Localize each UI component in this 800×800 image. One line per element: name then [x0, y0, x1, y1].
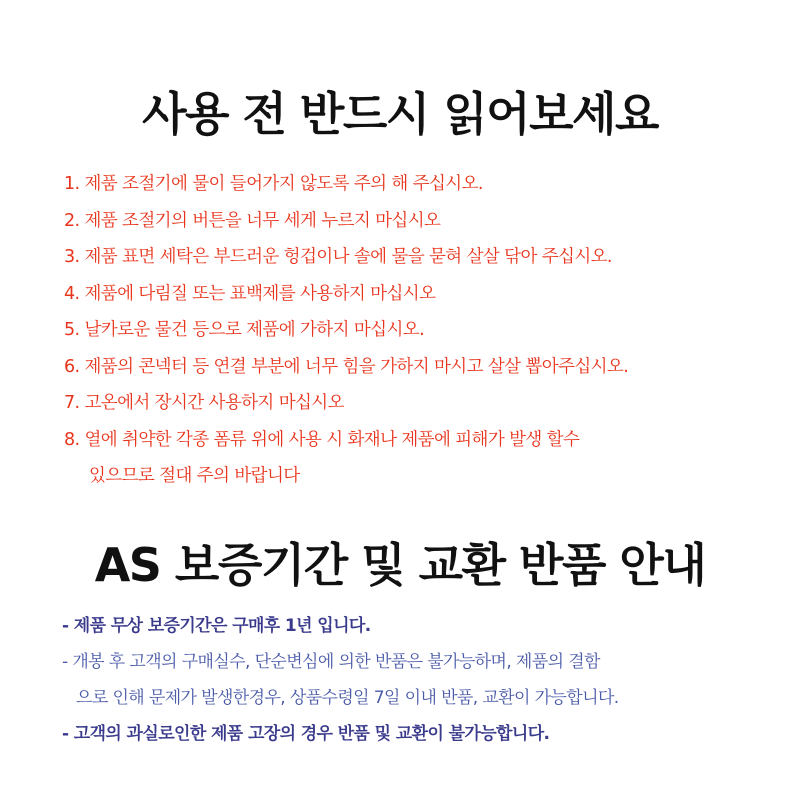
usage-warning-list [64, 166, 764, 495]
warning-item-8 [64, 422, 764, 495]
warning-item-1: 1. 제품 조절기에 물이 들어가지 않도록 주의 해 주십시오. [64, 174, 483, 194]
as-item-customer-fault: - 고객의 과실로인한 제품 고장의 경우 반품 및 교환이 불가능합니다. [62, 724, 550, 744]
warning-item-6: 6. 제품의 콘넥터 등 연결 부분에 너무 힘을 가하지 마시고 살살 뽑아주십시오. [64, 356, 629, 377]
warning-item-3: 3. 제품 표면 세탁은 부드러운 헝겁이나 솔에 물을 묻혀 살살 닦아 주십시오. [64, 247, 612, 267]
usage-warning-title: 사용 전 반드시 읽어보세요 [142, 87, 658, 141]
warning-item-4: 4. 제품에 다림질 또는 표백제를 사용하지 마십시오 [64, 283, 436, 304]
warning-item-8-line-2: 있으므로 절대 주의 바랍니다 [89, 466, 300, 486]
as-guide-list [62, 608, 782, 752]
warning-item-5: 5. 날카로운 물건 등으로 제품에 가하지 마십시오. [64, 320, 425, 340]
warning-item-2: 2. 제품 조절기의 버튼을 너무 세게 누르지 마십시오 [64, 210, 441, 231]
as-item-return-policy-line-2: 으로 인해 문제가 발생한경우, 상품수령일 7일 이내 반품, 교환이 가능합니다. [76, 688, 619, 708]
warning-item-8-line-1: 8. 열에 취약한 각종 폼류 위에 사용 시 화재나 제품에 피해가 발생 할수 [64, 429, 580, 450]
warning-item-7: 7. 고온에서 장시간 사용하지 마십시오 [64, 393, 344, 413]
as-guide-title: AS 보증기간 및 교환 반품 안내 [94, 538, 706, 592]
as-item-warranty: - 제품 무상 보증기간은 구매후 1년 입니다. [62, 616, 371, 636]
as-item-return-policy [62, 644, 782, 716]
as-item-return-policy-line-1: - 개봉 후 고객의 구매실수, 단순변심에 의한 반품은 불가능하며, 제품의 결함 [62, 652, 600, 672]
